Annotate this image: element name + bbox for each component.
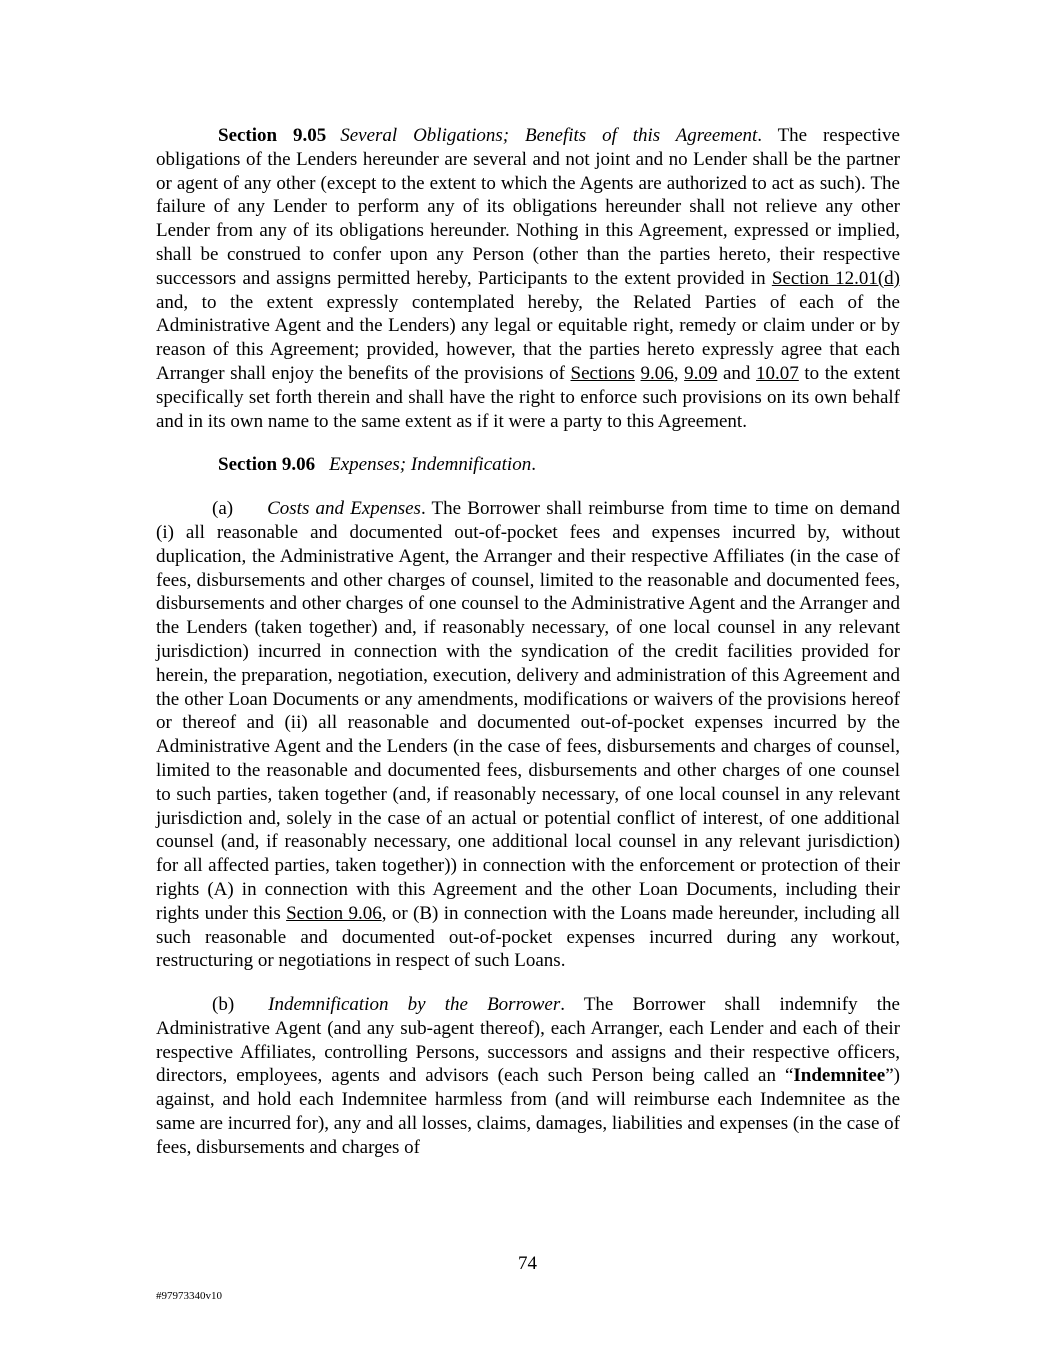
cross-reference: Sections: [570, 362, 635, 384]
subsection-a-paragraph: (a) Costs and Expenses. The Borrower shall reimburse from time to time on demand (i) all reasonable and documented out-of-pocket fees and expenses incurred by, without duplication, the Administrative Agent, the Arranger and their respective Affiliates (in the case of fees, disbursements and other charges of counsel, limited to the reasonable and documented fees, disbursements and other charges of one counsel to the Administrative Agent and the Arranger and the Lenders (taken together) and, if reasonably necessary, of one local counsel in any relevant jurisdiction) incurred in connection with the syndication of the credit facilities provided for herein, the preparation, negotiation, execution, delivery and administration of this Agreement and the other Loan Documents or any amendments, modifications or waivers of the provisions hereof or thereof and (ii) all reasonable and documented out-of-pocket expenses incurred by the Administrative Agent and the Lenders (in the case of fees, disbursements and charges of counsel, limited to the reasonable and documented fees, disbursements and other charges of one counsel to such parties, taken together (and, if reasonably necessary, of one local counsel in any relevant jurisdiction and, solely in the case of an actual or potential conflict of interest, of one additional counsel (and, if reasonably necessary, one additional local counsel in any relevant jurisdiction) for all affected parties, taken together)) in connection with the enforcement or protection of their rights (A) in connection with this Agreement and the other Loan Documents, including their rights under this Section 9.06, or (B) in connection with the Loans made hereunder, including all such reasonable and documented out-of-pocket expenses incurred during any workout, restructuring or negotiations in respect of such Loans.: [156, 498, 901, 972]
subsection-title: Costs and Expenses: [267, 498, 421, 520]
section-title: Expenses; Indemnification: [329, 454, 532, 476]
document-id: #97973340v10: [156, 1290, 222, 1302]
subsection-label: (b): [212, 994, 235, 1016]
subsection-body: The Borrower shall indemnify the Administrative Agent (and any sub-agent thereof), each Arranger, each Lender and each of their respective Affiliates, controlling Persons, successors and assigns and their respective officers, directors, employees, agents and advisors (each such Person being called an “: [156, 994, 900, 1087]
section-9-05-paragraph: Section 9.05 Several Obligations; Benefits of this Agreement. The respective obligations of the Lenders hereunder are several and not joint and no Lender shall be the partner or agent of any other (except to the extent to which the Agents are authorized to act as such). The failure of any Lender to perform any of its obligations hereunder shall not relieve any other Lender from any of its obligations hereunder. Nothing in this Agreement, expressed or implied, shall be construed to confer upon any Person (other than the parties hereto, their respective successors and assigns permitted hereby, Participants to the extent provided in Section 12.01(d) and, to the extent expressly contemplated hereby, the Related Parties of each of the Administrative Agent and the Lenders) any legal or equitable right, remedy or claim under or by reason of this Agreement; provided, however, that the parties hereto expressly agree that each Arranger shall enjoy the benefits of the provisions of Sections 9.06, 9.09 and 10.07 to the extent specifically set forth therein and shall have the right to enforce such provisions on its own behalf and in its own name to the same extent as if it were a party to this Agreement.: [156, 125, 901, 432]
section-number: Section 9.06: [218, 454, 316, 476]
cross-reference: 9.09: [684, 362, 718, 384]
section-body: The respective obligations of the Lenders hereunder are several and not joint and no Lender shall be the partner or agent of any other (except to the extent to which the Agents are authorized to act as such). The failure of any Lender to perform any of its obligations hereunder shall not relieve any other Lender from any of its obligations hereunder. Nothing in this Agreement, expressed or implied, shall be construed to confer upon any Person (other than the parties hereto, their respective successors and assigns permitted hereby, Participants to the extent provided in: [156, 125, 900, 289]
subsection-body: ”) against, and hold each Indemnitee harmless from (and will reimburse each Indemnitee as the same are incurred for), any and all losses, claims, damages, liabilities and expenses (in the case of fees, disbursements and charges of: [156, 1065, 900, 1158]
cross-reference: 10.07: [756, 362, 799, 384]
subsection-label: (a): [212, 498, 234, 520]
cross-reference: 9.06: [640, 362, 674, 384]
cross-reference: Section 9.06: [286, 902, 382, 924]
section-9-06-heading: Section 9.06 Expenses; Indemnification.: [218, 454, 536, 476]
section-body: and, to the extent expressly contemplated hereby, the Related Parties of each of the Administrative Agent and the Lenders) any legal or equitable right, remedy or claim under or by reason of this Agreement; provided, however, that the parties hereto expressly agree that each Arranger shall enjoy the benefits of the provisions of: [156, 291, 900, 384]
subsection-b-paragraph: (b) Indemnification by the Borrower. The Borrower shall indemnify the Administrative Agent (and any sub-agent thereof), each Arranger, each Lender and each of their respective Affiliates, controlling Persons, successors and assigns and their respective officers, directors, employees, agents and advisors (each such Person being called an “Indemnitee”) against, and hold each Indemnitee harmless from (and will reimburse each Indemnitee as the same are incurred for), any and all losses, claims, damages, liabilities and expenses (in the case of fees, disbursements and charges of: [156, 994, 900, 1158]
subsection-body: , or (B) in connection with the Loans made hereunder, including all such reasonable and documented out-of-pocket expenses incurred during any workout, restructuring or negotiations in respect of such Loans.: [156, 902, 901, 972]
defined-term: Indemnitee: [793, 1065, 886, 1087]
subsection-body: The Borrower shall reimburse from time to time on demand (i) all reasonable and documented out-of-pocket fees and expenses incurred by, without duplication, the Administrative Agent, the Arranger and their respective Affiliates (in the case of fees, disbursements and other charges of counsel, limited to the reasonable and documented fees, disbursements and other charges of one counsel to the Administrative Agent and the Arranger and the Lenders (taken together) and, if reasonably necessary, of one local counsel in any relevant jurisdiction) incurred in connection with the syndication of the credit facilities provided for herein, the preparation, negotiation, execution, delivery and administration of this Agreement and the other Loan Documents or any amendments, modifications or waivers of the provisions hereof or thereof and (ii) all reasonable and documented out-of-pocket expenses incurred by the Administrative Agent and the Lenders (in the case of fees, disbursements and charges of counsel, limited to the reasonable and documented fees, disbursements and other charges of one counsel to such parties, taken together (and, if reasonably necessary, of one local counsel in any relevant jurisdiction and, solely in the case of an actual or potential conflict of interest, of one additional counsel (and, if reasonably necessary, one additional local counsel in any relevant jurisdiction) for all affected parties, taken together)) in connection with the enforcement or protection of their rights (A) in connection with this Agreement and the other Loan Documents, including their rights under this: [156, 498, 900, 924]
section-title: Several Obligations; Benefits of this Agreement: [340, 125, 758, 146]
section-body: to the extent specifically set forth therein and shall have the right to enforce such provisions on its own behalf and in its own name to the same extent as if it were a party to this Agreement.: [156, 362, 901, 432]
page-number: 74: [518, 1253, 537, 1274]
section-number: Section 9.05: [218, 125, 327, 146]
document-body: [156, 124, 900, 1180]
cross-reference: Section 12.01(d): [771, 267, 900, 289]
subsection-title: Indemnification by the Borrower: [268, 994, 561, 1016]
